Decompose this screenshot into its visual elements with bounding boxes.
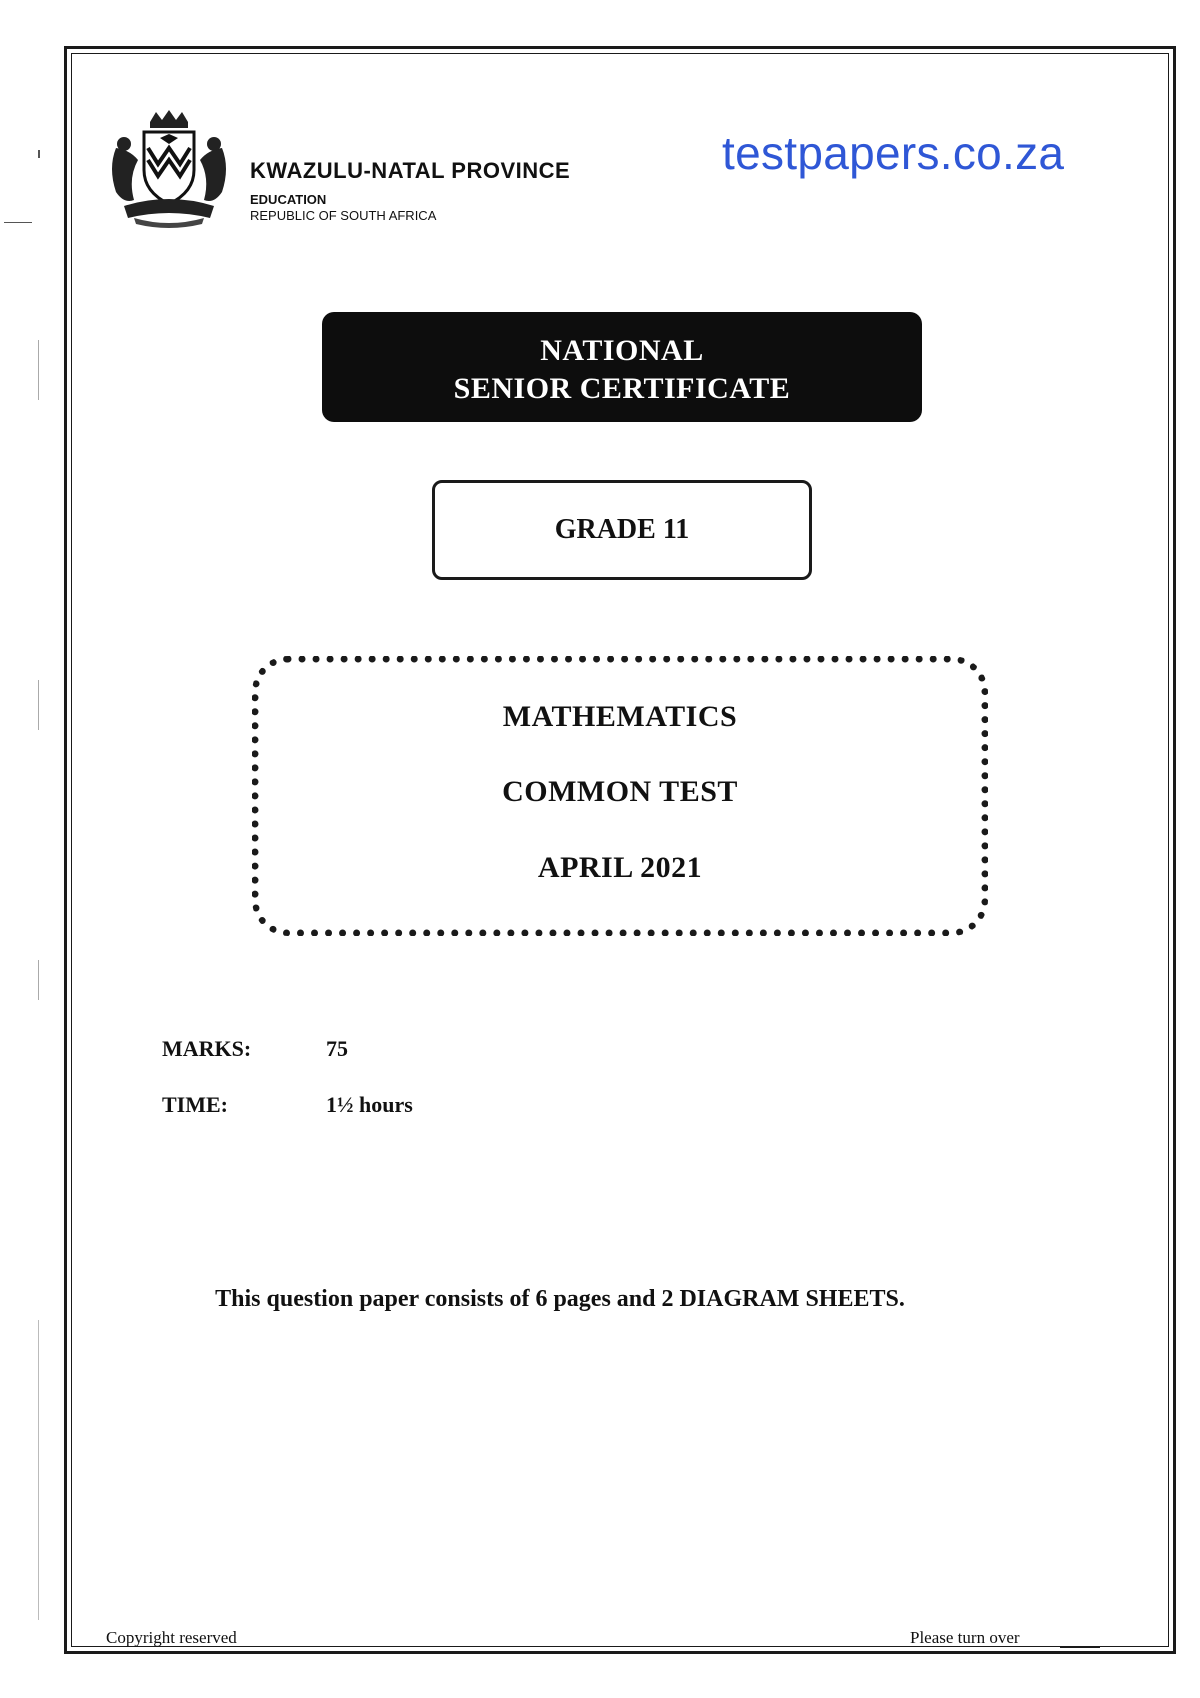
scan-speck (38, 680, 39, 730)
country-name: REPUBLIC OF SOUTH AFRICA (250, 208, 437, 223)
scan-speck (38, 1320, 39, 1620)
subject-name: MATHEMATICS (502, 700, 738, 733)
province-name: KWAZULU-NATAL PROVINCE (250, 158, 571, 183)
copyright-notice: Copyright reserved (106, 1628, 237, 1647)
department-name: EDUCATION (250, 192, 327, 207)
grade-box: GRADE 11 (432, 480, 812, 580)
banner-line-senior-certificate: SENIOR CERTIFICATE (453, 372, 791, 405)
scan-speck (4, 222, 32, 223)
marks-value: 75 (326, 1036, 348, 1061)
marks-label: MARKS: (162, 1036, 252, 1061)
test-type: COMMON TEST (502, 775, 738, 808)
paper-page-count-note: This question paper consists of 6 pages and 2 DIAGRAM SHEETS. (215, 1286, 905, 1312)
scan-speck (38, 150, 40, 158)
provincial-crest-icon (104, 108, 234, 230)
scan-speck (38, 960, 39, 1000)
scan-speck (38, 340, 39, 400)
time-label: TIME: (162, 1092, 228, 1117)
certificate-banner (322, 312, 922, 422)
test-date: APRIL 2021 (537, 851, 703, 884)
time-value: 1½ hours (326, 1092, 413, 1117)
footer-rule (1060, 1646, 1100, 1648)
banner-line-national: NATIONAL (540, 334, 704, 367)
turn-over-notice: Please turn over (910, 1628, 1020, 1647)
website-watermark: testpapers.co.za (722, 127, 1065, 179)
subject-box (252, 656, 988, 936)
